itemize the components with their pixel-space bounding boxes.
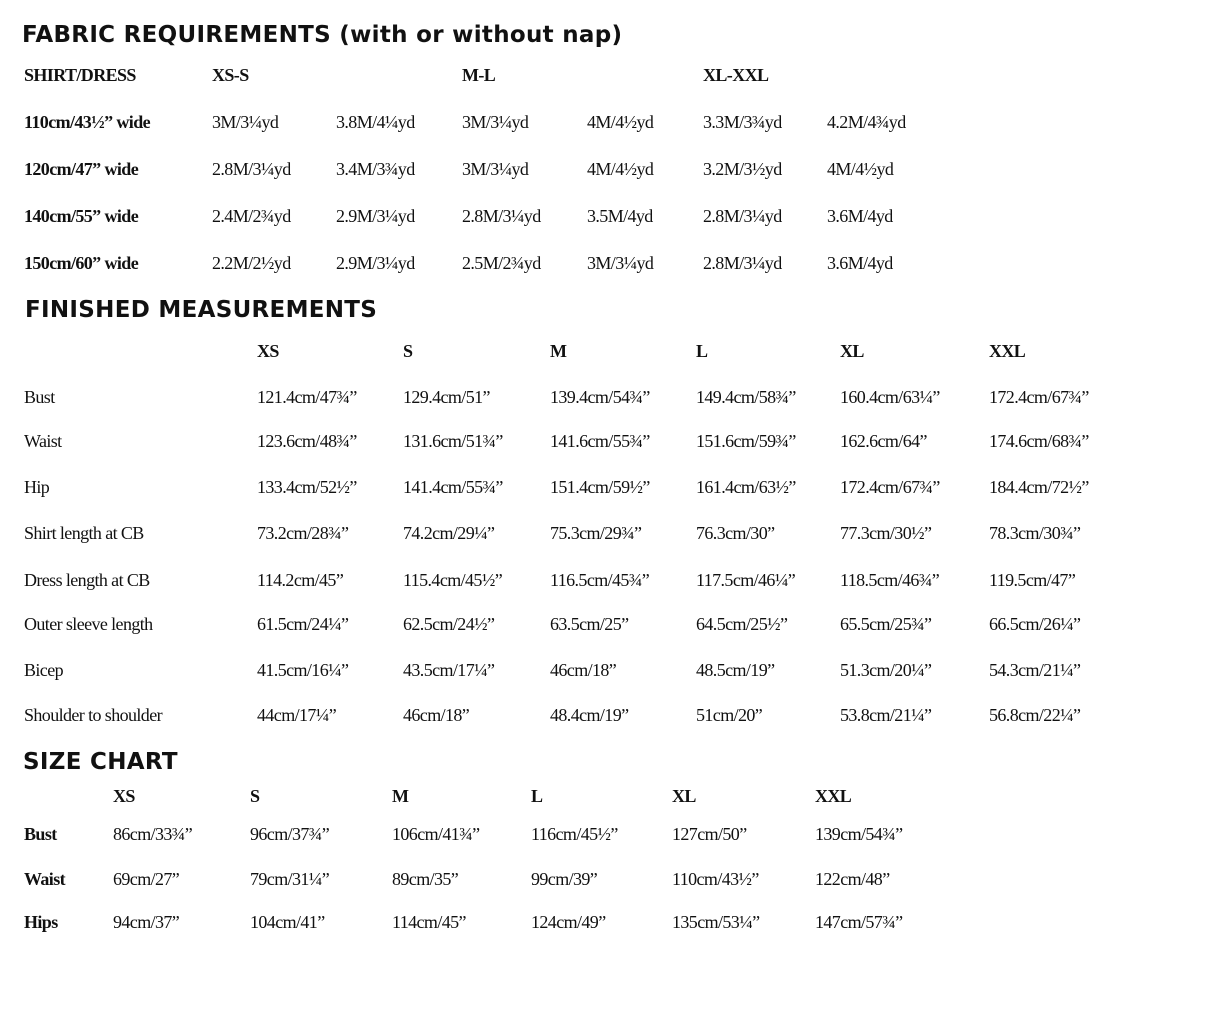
fabric-header-size: M-L xyxy=(462,65,496,85)
measurement-label: Shirt length at CB xyxy=(24,523,144,543)
size-chart-cell: 127cm/50” xyxy=(672,824,747,844)
measurement-cell: 115.4cm/45½” xyxy=(403,570,503,590)
measurement-cell: 63.5cm/25” xyxy=(550,614,629,634)
fabric-amount-cell: 2.9M/3¼yd xyxy=(336,253,415,273)
measurement-label: Hip xyxy=(24,477,50,497)
fabric-amount-cell: 4.2M/4¾yd xyxy=(827,112,906,132)
measurement-cell: 161.4cm/63½” xyxy=(696,477,796,497)
measurement-cell: 172.4cm/67¾” xyxy=(989,387,1089,407)
size-chart-title: SIZE CHART xyxy=(23,749,178,775)
measurement-cell: 48.5cm/19” xyxy=(696,660,775,680)
measurement-cell: 160.4cm/63¼” xyxy=(840,387,940,407)
measurement-cell: 114.2cm/45” xyxy=(257,570,344,590)
size-chart-cell: 86cm/33¾” xyxy=(113,824,193,844)
size-chart-cell: 89cm/35” xyxy=(392,869,459,889)
measurement-cell: 61.5cm/24¼” xyxy=(257,614,349,634)
measurement-cell: 119.5cm/47” xyxy=(989,570,1076,590)
size-chart-size-header: M xyxy=(392,786,409,806)
finished-size-header: XL xyxy=(840,341,864,361)
fabric-amount-cell: 2.2M/2½yd xyxy=(212,253,291,273)
size-chart-row-label: Hips xyxy=(24,912,58,932)
fabric-amount-cell: 3.5M/4yd xyxy=(587,206,653,226)
measurement-cell: 76.3cm/30” xyxy=(696,523,775,543)
measurement-cell: 184.4cm/72½” xyxy=(989,477,1089,497)
size-chart-cell: 104cm/41” xyxy=(250,912,325,932)
fabric-width-label: 120cm/47” wide xyxy=(24,159,139,179)
fabric-amount-cell: 2.8M/3¼yd xyxy=(212,159,291,179)
measurement-label: Bicep xyxy=(24,660,63,680)
measurement-cell: 48.4cm/19” xyxy=(550,705,629,725)
fabric-header-size: XL-XXL xyxy=(703,65,769,85)
measurement-cell: 62.5cm/24½” xyxy=(403,614,495,634)
finished-measurements-title: FINISHED MEASUREMENTS xyxy=(25,297,378,323)
fabric-amount-cell: 3M/3¼yd xyxy=(587,253,654,273)
fabric-amount-cell: 3.6M/4yd xyxy=(827,253,893,273)
size-chart-cell: 69cm/27” xyxy=(113,869,180,889)
fabric-amount-cell: 3M/3¼yd xyxy=(462,159,529,179)
size-chart-cell: 135cm/53¼” xyxy=(672,912,760,932)
fabric-amount-cell: 3M/3¼yd xyxy=(462,112,529,132)
size-chart-cell: 147cm/57¾” xyxy=(815,912,903,932)
measurement-cell: 56.8cm/22¼” xyxy=(989,705,1081,725)
measurement-cell: 77.3cm/30½” xyxy=(840,523,932,543)
measurement-label: Shoulder to shoulder xyxy=(24,705,162,725)
size-chart-cell: 96cm/37¾” xyxy=(250,824,330,844)
size-chart-size-header: XXL xyxy=(815,786,852,806)
measurement-cell: 141.6cm/55¾” xyxy=(550,431,650,451)
measurement-cell: 75.3cm/29¾” xyxy=(550,523,642,543)
fabric-amount-cell: 4M/4½yd xyxy=(587,112,654,132)
measurement-label: Bust xyxy=(24,387,55,407)
size-chart-cell: 124cm/49” xyxy=(531,912,606,932)
fabric-amount-cell: 2.5M/2¾yd xyxy=(462,253,541,273)
size-chart-cell: 106cm/41¾” xyxy=(392,824,480,844)
measurement-label: Waist xyxy=(24,431,62,451)
measurement-label: Dress length at CB xyxy=(24,570,150,590)
fabric-amount-cell: 3.3M/3¾yd xyxy=(703,112,782,132)
measurement-cell: 54.3cm/21¼” xyxy=(989,660,1081,680)
measurement-cell: 78.3cm/30¾” xyxy=(989,523,1081,543)
fabric-amount-cell: 4M/4½yd xyxy=(587,159,654,179)
finished-size-header: M xyxy=(550,341,567,361)
measurement-cell: 149.4cm/58¾” xyxy=(696,387,796,407)
size-chart-cell: 99cm/39” xyxy=(531,869,598,889)
size-chart-size-header: XL xyxy=(672,786,696,806)
fabric-requirements-title: FABRIC REQUIREMENTS (with or without nap) xyxy=(22,22,623,48)
size-chart-size-header: S xyxy=(250,786,260,806)
measurement-cell: 139.4cm/54¾” xyxy=(550,387,650,407)
fabric-header-garment: SHIRT/DRESS xyxy=(24,65,136,85)
fabric-amount-cell: 2.8M/3¼yd xyxy=(462,206,541,226)
size-chart-size-header: XS xyxy=(113,786,135,806)
measurement-cell: 46cm/18” xyxy=(403,705,470,725)
measurement-label: Outer sleeve length xyxy=(24,614,153,634)
fabric-header-size: XS-S xyxy=(212,65,249,85)
size-chart-row-label: Bust xyxy=(24,824,57,844)
fabric-amount-cell: 2.9M/3¼yd xyxy=(336,206,415,226)
measurement-cell: 118.5cm/46¾” xyxy=(840,570,940,590)
measurement-cell: 73.2cm/28¾” xyxy=(257,523,349,543)
measurement-cell: 123.6cm/48¾” xyxy=(257,431,357,451)
measurement-cell: 151.4cm/59½” xyxy=(550,477,650,497)
measurement-cell: 46cm/18” xyxy=(550,660,617,680)
fabric-amount-cell: 3.4M/3¾yd xyxy=(336,159,415,179)
finished-size-header: XS xyxy=(257,341,279,361)
size-chart-cell: 79cm/31¼” xyxy=(250,869,330,889)
fabric-width-label: 140cm/55” wide xyxy=(24,206,139,226)
size-chart-cell: 110cm/43½” xyxy=(672,869,759,889)
measurement-cell: 162.6cm/64” xyxy=(840,431,927,451)
measurement-cell: 64.5cm/25½” xyxy=(696,614,788,634)
fabric-amount-cell: 2.8M/3¼yd xyxy=(703,206,782,226)
finished-size-header: S xyxy=(403,341,413,361)
fabric-amount-cell: 2.4M/2¾yd xyxy=(212,206,291,226)
fabric-amount-cell: 3.2M/3½yd xyxy=(703,159,782,179)
fabric-amount-cell: 3M/3¼yd xyxy=(212,112,279,132)
fabric-amount-cell: 4M/4½yd xyxy=(827,159,894,179)
measurement-cell: 174.6cm/68¾” xyxy=(989,431,1089,451)
measurement-cell: 172.4cm/67¾” xyxy=(840,477,940,497)
measurement-cell: 51cm/20” xyxy=(696,705,763,725)
finished-size-header: L xyxy=(696,341,708,361)
measurement-cell: 66.5cm/26¼” xyxy=(989,614,1081,634)
size-chart-row-label: Waist xyxy=(24,869,66,889)
fabric-amount-cell: 3.6M/4yd xyxy=(827,206,893,226)
measurement-cell: 43.5cm/17¼” xyxy=(403,660,495,680)
fabric-width-label: 150cm/60” wide xyxy=(24,253,139,273)
size-chart-cell: 94cm/37” xyxy=(113,912,180,932)
size-chart-cell: 122cm/48” xyxy=(815,869,890,889)
fabric-amount-cell: 2.8M/3¼yd xyxy=(703,253,782,273)
measurement-cell: 44cm/17¼” xyxy=(257,705,337,725)
measurement-cell: 129.4cm/51” xyxy=(403,387,490,407)
measurement-cell: 74.2cm/29¼” xyxy=(403,523,495,543)
size-chart-cell: 139cm/54¾” xyxy=(815,824,903,844)
size-chart-size-header: L xyxy=(531,786,543,806)
measurement-cell: 141.4cm/55¾” xyxy=(403,477,503,497)
fabric-amount-cell: 3.8M/4¼yd xyxy=(336,112,415,132)
measurement-cell: 117.5cm/46¼” xyxy=(696,570,796,590)
fabric-width-label: 110cm/43½” wide xyxy=(24,112,150,132)
size-chart-cell: 116cm/45½” xyxy=(531,824,618,844)
size-chart-cell: 114cm/45” xyxy=(392,912,466,932)
finished-size-header: XXL xyxy=(989,341,1026,361)
measurement-cell: 131.6cm/51¾” xyxy=(403,431,503,451)
measurement-cell: 133.4cm/52½” xyxy=(257,477,357,497)
measurement-cell: 65.5cm/25¾” xyxy=(840,614,932,634)
measurement-cell: 151.6cm/59¾” xyxy=(696,431,796,451)
measurement-cell: 51.3cm/20¼” xyxy=(840,660,932,680)
measurement-cell: 53.8cm/21¼” xyxy=(840,705,932,725)
measurement-cell: 121.4cm/47¾” xyxy=(257,387,357,407)
measurement-cell: 41.5cm/16¼” xyxy=(257,660,349,680)
measurement-cell: 116.5cm/45¾” xyxy=(550,570,650,590)
